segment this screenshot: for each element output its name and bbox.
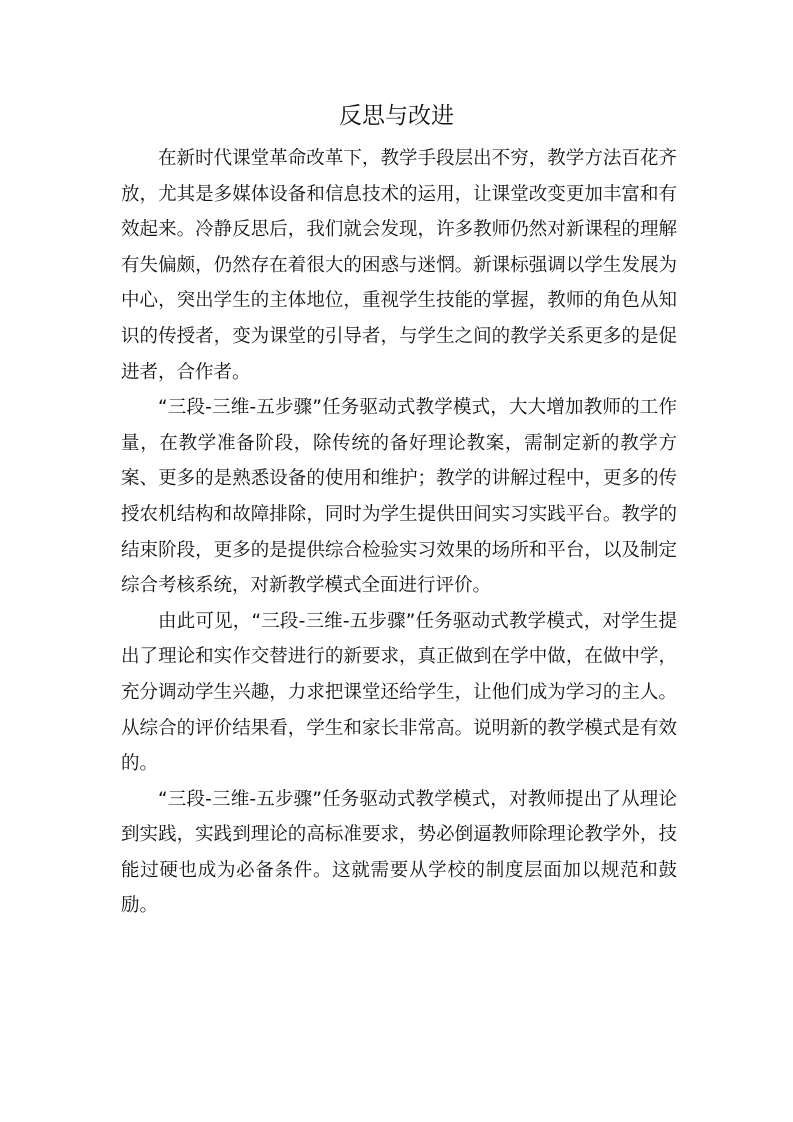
paragraph: “三段-三维-五步骤”任务驱动式教学模式，对教师提出了从理论到实践，实践到理论的高标准要求，势必倒逼教师除理论教学外，技能过硬也成为必备条件。这就需要从学校的制度层面加以规范和鼓励。 — [121, 788, 677, 917]
paragraph: 由此可见，“三段-三维-五步骤”任务驱动式教学模式，对学生提出了理论和实作交替进行的新要求，真正做到在学中做，在做中学，充分调动学生兴趣，力求把课堂还给学生，让他们成为学习的主人。从综合的评价结果看，学生和家长非常高。说明新的教学模式是有效的。 — [121, 610, 677, 775]
document-title: 反思与改进 — [339, 103, 454, 129]
paragraph: “三段-三维-五步骤”任务驱动式教学模式，大大增加教师的工作量，在教学准备阶段，除传统的备好理论教案，需制定新的教学方案、更多的是熟悉设备的使用和维护；教学的讲解过程中，更多的传授农机结构和故障排除，同时为学生提供田间实习实践平台。教学的结束阶段，更多的是提供综合检验实习效果的场所和平台，以及制定综合考核系统，对新教学模式全面进行评价。 — [121, 397, 677, 597]
paragraph: 在新时代课堂革命改革下，教学手段层出不穷，教学方法百花齐放，尤其是多媒体设备和信息技术的运用，让课堂改变更加丰富和有效起来。冷静反思后，我们就会发现，许多教师仍然对新课程的理解有失偏颇，仍然存在着很大的困惑与迷惘。新课标强调以学生发展为中心，突出学生的主体地位，重视学生技能的掌握，教师的角色从知识的传授者，变为课堂的引导者，与学生之间的教学关系更多的是促进者，合作者。 — [121, 148, 677, 383]
document-body — [121, 141, 677, 924]
